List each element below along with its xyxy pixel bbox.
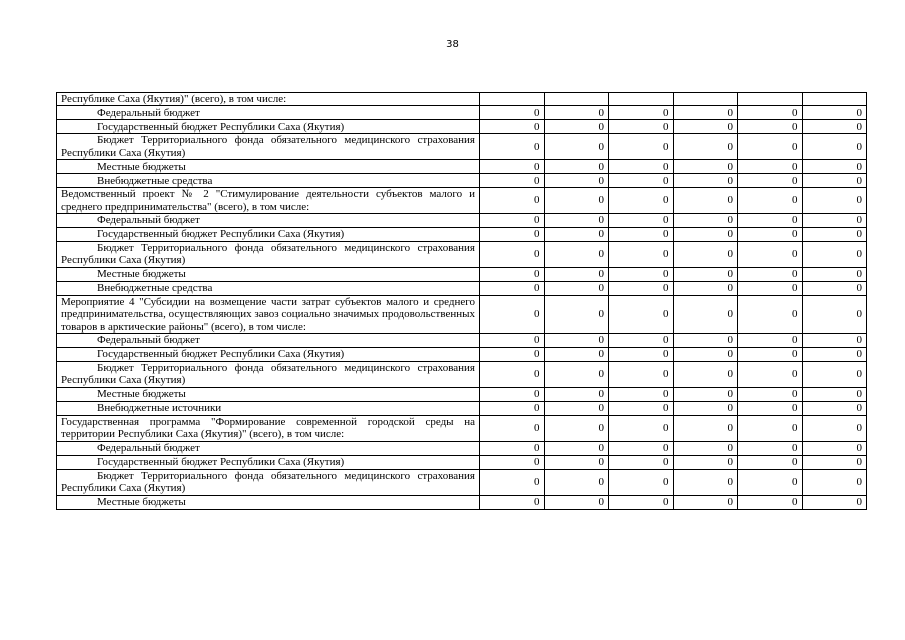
row-value-col-6: 0 xyxy=(802,469,867,495)
row-value-col-5: 0 xyxy=(738,495,803,509)
table-row xyxy=(57,495,867,509)
row-value-col-5: 0 xyxy=(738,242,803,268)
row-value-col-4: 0 xyxy=(673,242,738,268)
row-label: Ведомственный проект № 2 "Стимулирование деятельности субъектов малого и среднего предпринимательства" (всего), в том числе: xyxy=(57,188,480,214)
table-row xyxy=(57,242,867,268)
row-value-col-4: 0 xyxy=(673,295,738,333)
row-value-col-3: 0 xyxy=(609,334,674,348)
row-value-col-1: 0 xyxy=(480,362,545,388)
row-value-col-6: 0 xyxy=(802,106,867,120)
table-row xyxy=(57,469,867,495)
table-row xyxy=(57,441,867,455)
table-row xyxy=(57,455,867,469)
row-value-col-6: 0 xyxy=(802,495,867,509)
row-value-col-2: 0 xyxy=(544,469,609,495)
table-row xyxy=(57,160,867,174)
table-row xyxy=(57,362,867,388)
row-value-col-5: 0 xyxy=(738,134,803,160)
row-value-col-2: 0 xyxy=(544,267,609,281)
row-value-col-1: 0 xyxy=(480,267,545,281)
row-label: Бюджет Территориального фонда обязательного медицинского страхования Республики Саха (Якутия) xyxy=(57,242,480,268)
row-value-col-3: 0 xyxy=(609,106,674,120)
row-value-col-2: 0 xyxy=(544,214,609,228)
table-row xyxy=(57,120,867,134)
row-label: Местные бюджеты xyxy=(57,495,480,509)
row-value-col-2: 0 xyxy=(544,362,609,388)
table-row xyxy=(57,134,867,160)
row-label: Внебюджетные средства xyxy=(57,281,480,295)
row-value-col-3: 0 xyxy=(609,469,674,495)
row-value-col-4: 0 xyxy=(673,120,738,134)
row-value-col-1: 0 xyxy=(480,120,545,134)
row-value-col-4: 0 xyxy=(673,267,738,281)
row-value-col-3: 0 xyxy=(609,160,674,174)
row-value-col-6: 0 xyxy=(802,174,867,188)
table-row xyxy=(57,174,867,188)
row-value-col-6 xyxy=(802,93,867,106)
row-value-col-6: 0 xyxy=(802,134,867,160)
row-value-col-6: 0 xyxy=(802,295,867,333)
row-value-col-1: 0 xyxy=(480,214,545,228)
row-value-col-3: 0 xyxy=(609,281,674,295)
row-value-col-2: 0 xyxy=(544,415,609,441)
row-value-col-2: 0 xyxy=(544,106,609,120)
row-label: Государственный бюджет Республики Саха (Якутия) xyxy=(57,228,480,242)
row-label: Внебюджетные источники xyxy=(57,401,480,415)
row-value-col-6: 0 xyxy=(802,120,867,134)
row-value-col-3: 0 xyxy=(609,415,674,441)
row-value-col-1: 0 xyxy=(480,160,545,174)
row-value-col-4: 0 xyxy=(673,188,738,214)
row-value-col-6: 0 xyxy=(802,441,867,455)
row-value-col-6: 0 xyxy=(802,281,867,295)
row-value-col-4: 0 xyxy=(673,281,738,295)
row-value-col-6: 0 xyxy=(802,267,867,281)
row-value-col-5: 0 xyxy=(738,106,803,120)
row-label: Мероприятие 4 "Субсидии на возмещение части затрат субъектов малого и среднего предпринимательства, осуществляющих завоз социально значимых продовольственных товаров в арктические районы" (всего), в том числе: xyxy=(57,295,480,333)
row-value-col-2: 0 xyxy=(544,387,609,401)
row-value-col-5: 0 xyxy=(738,469,803,495)
row-value-col-5: 0 xyxy=(738,441,803,455)
row-value-col-2: 0 xyxy=(544,120,609,134)
row-label: Государственный бюджет Республики Саха (Якутия) xyxy=(57,120,480,134)
row-value-col-2: 0 xyxy=(544,441,609,455)
row-label: Федеральный бюджет xyxy=(57,106,480,120)
row-value-col-5: 0 xyxy=(738,174,803,188)
row-value-col-4 xyxy=(673,93,738,106)
table-row xyxy=(57,214,867,228)
row-value-col-1: 0 xyxy=(480,242,545,268)
row-label: Местные бюджеты xyxy=(57,160,480,174)
row-value-col-3: 0 xyxy=(609,495,674,509)
row-label: Бюджет Территориального фонда обязательного медицинского страхования Республики Саха (Якутия) xyxy=(57,362,480,388)
row-value-col-3: 0 xyxy=(609,214,674,228)
row-value-col-4: 0 xyxy=(673,495,738,509)
row-label: Государственный бюджет Республики Саха (Якутия) xyxy=(57,348,480,362)
row-value-col-4: 0 xyxy=(673,334,738,348)
row-value-col-2: 0 xyxy=(544,134,609,160)
row-value-col-3: 0 xyxy=(609,267,674,281)
row-value-col-3: 0 xyxy=(609,401,674,415)
row-value-col-3: 0 xyxy=(609,362,674,388)
row-value-col-1: 0 xyxy=(480,228,545,242)
row-value-col-6: 0 xyxy=(802,348,867,362)
row-value-col-4: 0 xyxy=(673,174,738,188)
row-value-col-1: 0 xyxy=(480,281,545,295)
row-value-col-3: 0 xyxy=(609,174,674,188)
row-value-col-4: 0 xyxy=(673,387,738,401)
row-label: Государственный бюджет Республики Саха (Якутия) xyxy=(57,455,480,469)
row-value-col-5: 0 xyxy=(738,415,803,441)
row-label: Федеральный бюджет xyxy=(57,214,480,228)
row-value-col-3: 0 xyxy=(609,228,674,242)
row-value-col-1: 0 xyxy=(480,334,545,348)
row-value-col-5: 0 xyxy=(738,267,803,281)
row-value-col-4: 0 xyxy=(673,401,738,415)
row-value-col-6: 0 xyxy=(802,387,867,401)
row-value-col-5: 0 xyxy=(738,387,803,401)
row-value-col-6: 0 xyxy=(802,214,867,228)
row-value-col-5: 0 xyxy=(738,362,803,388)
row-value-col-4: 0 xyxy=(673,469,738,495)
row-value-col-2: 0 xyxy=(544,455,609,469)
row-value-col-4: 0 xyxy=(673,415,738,441)
page-number: 38 xyxy=(446,39,459,50)
row-value-col-2: 0 xyxy=(544,295,609,333)
row-value-col-1: 0 xyxy=(480,348,545,362)
row-value-col-5: 0 xyxy=(738,295,803,333)
row-value-col-6: 0 xyxy=(802,334,867,348)
row-value-col-3: 0 xyxy=(609,242,674,268)
row-value-col-1: 0 xyxy=(480,134,545,160)
row-label: Местные бюджеты xyxy=(57,267,480,281)
table-row xyxy=(57,387,867,401)
row-value-col-1: 0 xyxy=(480,387,545,401)
row-label: Республике Саха (Якутия)" (всего), в том числе: xyxy=(57,93,480,106)
row-value-col-6: 0 xyxy=(802,188,867,214)
row-value-col-4: 0 xyxy=(673,160,738,174)
row-value-col-4: 0 xyxy=(673,228,738,242)
row-value-col-1: 0 xyxy=(480,495,545,509)
row-value-col-1: 0 xyxy=(480,174,545,188)
row-value-col-1: 0 xyxy=(480,188,545,214)
row-value-col-2: 0 xyxy=(544,348,609,362)
row-value-col-4: 0 xyxy=(673,455,738,469)
row-value-col-2: 0 xyxy=(544,188,609,214)
row-value-col-2: 0 xyxy=(544,334,609,348)
table-row xyxy=(57,401,867,415)
table-row xyxy=(57,267,867,281)
row-value-col-4: 0 xyxy=(673,106,738,120)
row-value-col-3: 0 xyxy=(609,455,674,469)
budget-table xyxy=(56,92,867,510)
table-row xyxy=(57,93,867,106)
row-value-col-2: 0 xyxy=(544,174,609,188)
row-value-col-3: 0 xyxy=(609,348,674,362)
row-value-col-6: 0 xyxy=(802,242,867,268)
row-value-col-1: 0 xyxy=(480,469,545,495)
row-value-col-5: 0 xyxy=(738,120,803,134)
row-value-col-2: 0 xyxy=(544,228,609,242)
row-value-col-3: 0 xyxy=(609,387,674,401)
row-value-col-3: 0 xyxy=(609,134,674,160)
row-value-col-3: 0 xyxy=(609,441,674,455)
row-label: Федеральный бюджет xyxy=(57,441,480,455)
row-value-col-5: 0 xyxy=(738,455,803,469)
budget-table-body xyxy=(57,93,867,510)
row-value-col-5: 0 xyxy=(738,348,803,362)
row-value-col-5: 0 xyxy=(738,188,803,214)
row-value-col-5: 0 xyxy=(738,228,803,242)
row-value-col-5 xyxy=(738,93,803,106)
row-value-col-6: 0 xyxy=(802,455,867,469)
row-value-col-4: 0 xyxy=(673,348,738,362)
row-label: Бюджет Территориального фонда обязательного медицинского страхования Республики Саха (Якутия) xyxy=(57,134,480,160)
row-value-col-1: 0 xyxy=(480,295,545,333)
row-value-col-6: 0 xyxy=(802,362,867,388)
row-value-col-4: 0 xyxy=(673,441,738,455)
row-value-col-4: 0 xyxy=(673,134,738,160)
row-value-col-6: 0 xyxy=(802,415,867,441)
table-row xyxy=(57,281,867,295)
row-value-col-2: 0 xyxy=(544,401,609,415)
row-value-col-2: 0 xyxy=(544,160,609,174)
row-value-col-6: 0 xyxy=(802,228,867,242)
table-row xyxy=(57,188,867,214)
row-value-col-1: 0 xyxy=(480,401,545,415)
row-value-col-3 xyxy=(609,93,674,106)
row-value-col-3: 0 xyxy=(609,295,674,333)
row-value-col-2: 0 xyxy=(544,495,609,509)
row-label: Федеральный бюджет xyxy=(57,334,480,348)
row-value-col-5: 0 xyxy=(738,401,803,415)
row-label: Местные бюджеты xyxy=(57,387,480,401)
row-value-col-6: 0 xyxy=(802,160,867,174)
table-row xyxy=(57,106,867,120)
row-value-col-5: 0 xyxy=(738,160,803,174)
table-row xyxy=(57,334,867,348)
table-row xyxy=(57,415,867,441)
row-value-col-1: 0 xyxy=(480,415,545,441)
row-value-col-3: 0 xyxy=(609,188,674,214)
row-value-col-2 xyxy=(544,93,609,106)
row-label: Бюджет Территориального фонда обязательного медицинского страхования Республики Саха (Якутия) xyxy=(57,469,480,495)
row-value-col-3: 0 xyxy=(609,120,674,134)
row-value-col-2: 0 xyxy=(544,281,609,295)
table-row xyxy=(57,348,867,362)
row-value-col-6: 0 xyxy=(802,401,867,415)
row-value-col-5: 0 xyxy=(738,334,803,348)
row-value-col-1: 0 xyxy=(480,441,545,455)
table-row xyxy=(57,228,867,242)
row-label: Внебюджетные средства xyxy=(57,174,480,188)
row-value-col-1: 0 xyxy=(480,455,545,469)
row-value-col-5: 0 xyxy=(738,281,803,295)
row-value-col-4: 0 xyxy=(673,214,738,228)
row-value-col-1 xyxy=(480,93,545,106)
row-label: Государственная программа "Формирование современной городской среды на территории Республики Саха (Якутия)" (всего), в том числе: xyxy=(57,415,480,441)
row-value-col-1: 0 xyxy=(480,106,545,120)
row-value-col-4: 0 xyxy=(673,362,738,388)
table-row xyxy=(57,295,867,333)
row-value-col-2: 0 xyxy=(544,242,609,268)
row-value-col-5: 0 xyxy=(738,214,803,228)
